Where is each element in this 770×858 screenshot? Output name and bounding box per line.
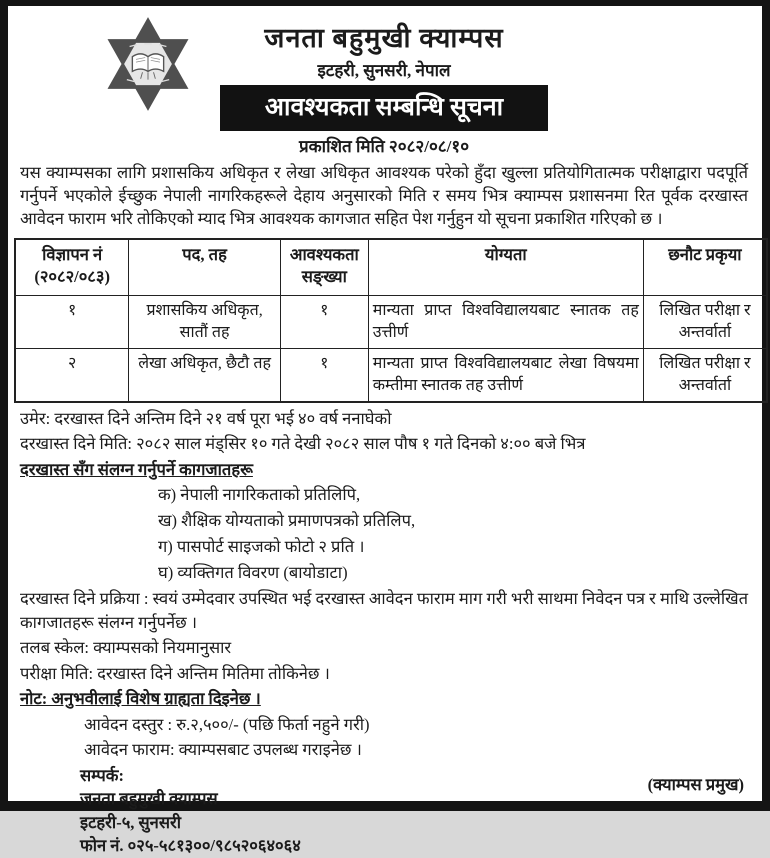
header-required-count [280, 239, 368, 295]
documents-heading: दरखास्त सँग संलग्न गर्नुपर्ने कागजातहरू [20, 459, 253, 479]
contact-label: सम्पर्क: [80, 765, 124, 785]
row2-position: लेखा अधिकृत, छैटौ तह [129, 348, 281, 402]
header-required-line2: सङ्ख्या [301, 267, 347, 286]
salary-scale: तलब स्केल: क्याम्पसको नियमानुसार [20, 638, 232, 657]
header-required-line1: आवश्यकता [289, 245, 359, 264]
document-header [14, 12, 754, 157]
row2-qualification: मान्यता प्राप्त विश्वविद्यालयबाट लेखा विषयमा कम्तीमा स्नातक तह उत्तीर्ण [368, 348, 643, 402]
note-line: नोट: अनुभवीलाई विशेष ग्राह्यता दिइनेछ । [20, 689, 261, 708]
row1-selection: लिखित परीक्षा र अन्तर्वार्ता [643, 295, 767, 348]
table-row [15, 295, 767, 348]
contact-address: इटहरी-५, सुनसरी [80, 812, 182, 832]
application-form: आवेदन फाराम: क्याम्पसबाट उपलब्ध गराइनेछ । [84, 740, 362, 759]
header-advert-no-line2: (२०८२/०८३) [34, 267, 110, 286]
age-requirement: उमेर: दरखास्त दिने अन्तिम दिने २१ वर्ष पूरा भई ४० वर्ष ननाघेको [20, 408, 392, 428]
row1-advert-no: १ [15, 295, 129, 348]
application-process: दरखास्त दिने प्रक्रिया : स्वयं उम्मेदवार उपस्थित भई दरखास्त आवेदन फाराम माग गरी भरी साथमा निवेदन पत्र र माथि उल्लेखित कागजातहरू संलग्न गर्नुपर्नेछ । [20, 589, 748, 632]
header-selection: छनौट प्रकृया [643, 239, 767, 295]
star-emblem-icon [102, 16, 194, 112]
table-header-row [15, 239, 767, 295]
row1-count: १ [280, 295, 368, 348]
list-item-citizenship: क) नेपाली नागरिकताको प्रतिलिपि, [158, 485, 361, 504]
row1-position: प्रशासकिय अधिकृत, सातौं तह [129, 295, 281, 348]
campus-name: जनता बहुमुखी क्याम्पस [264, 23, 504, 53]
row1-qualification: मान्यता प्राप्त विश्वविद्यालयबाट स्नातक तह उत्तीर्ण [368, 295, 643, 348]
application-date: दरखास्त दिने मिति: २०८२ साल मंड्सिर १० गते देखी २०८२ साल पौष १ गते दिनको ४:०० बजे भित्र [20, 434, 586, 453]
header-advert-no-line1: विज्ञापन नं [42, 245, 103, 264]
row2-selection: लिखित परीक्षा र अन्तर्वार्ता [643, 348, 767, 402]
contact-phone: फोन नं. ०२५-५८१३००/९८५२०६४०६४ [80, 836, 301, 855]
list-item-certificates: ख) शैक्षिक योग्यताको प्रमाणपत्रको प्रतिलिप, [158, 511, 416, 530]
header-advert-no [15, 239, 129, 295]
contact-campus-name: जनता बहुमुखी क्याम्पस [80, 789, 218, 808]
campus-head-signature: (क्याम्पस प्रमुख) [647, 775, 744, 794]
header-position: पद, तह [129, 239, 281, 295]
notice-banner-title: आवश्यकता सम्बन्धि सूचना [220, 85, 548, 131]
list-item-biodata: घ) व्यक्तिगत विवरण (बायोडाटा) [158, 563, 348, 582]
intro-paragraph: यस क्याम्पसका लागि प्रशासकिय अधिकृत र लेखा अधिकृत आवश्यक परेको हुँदा खुल्ला प्रतियोगितात्मक परीक्षाद्वारा पदपूर्ति गर्नुपर्ने भएकोले ईच्छुक नेपाली नागरिकहरूले देहाय अनुसारको मिति र समय भित्र क्याम्पस प्रशासनमा रित पूर्वक दरखास्त आवेदन फाराम भरि तोकिएको म्याद भित्र आवश्यक कागजात सहित पेश गर्नुहुन यो सूचना प्रकाशित गरिएको छ । [20, 163, 748, 228]
row2-advert-no: २ [15, 348, 129, 402]
header-qualification: योग्यता [368, 239, 643, 295]
exam-date: परीक्षा मिति: दरखास्त दिने अन्तिम मितिमा तोकिनेछ । [20, 663, 330, 683]
campus-logo-icon [102, 16, 194, 112]
application-fee: आवेदन दस्तुर : रु.२,५००/- (पछि फिर्ता नहुने गरी) [84, 714, 370, 734]
list-item-photos: ग) पासपोर्ट साइजको फोटो २ प्रति । [158, 537, 365, 556]
vacancy-table [14, 238, 768, 403]
published-date: प्रकाशित मिति २०८२/०८/१० [298, 137, 470, 156]
table-row [15, 348, 767, 402]
campus-address: इटहरी, सुनसरी, नेपाल [317, 61, 451, 80]
row2-count: १ [280, 348, 368, 402]
